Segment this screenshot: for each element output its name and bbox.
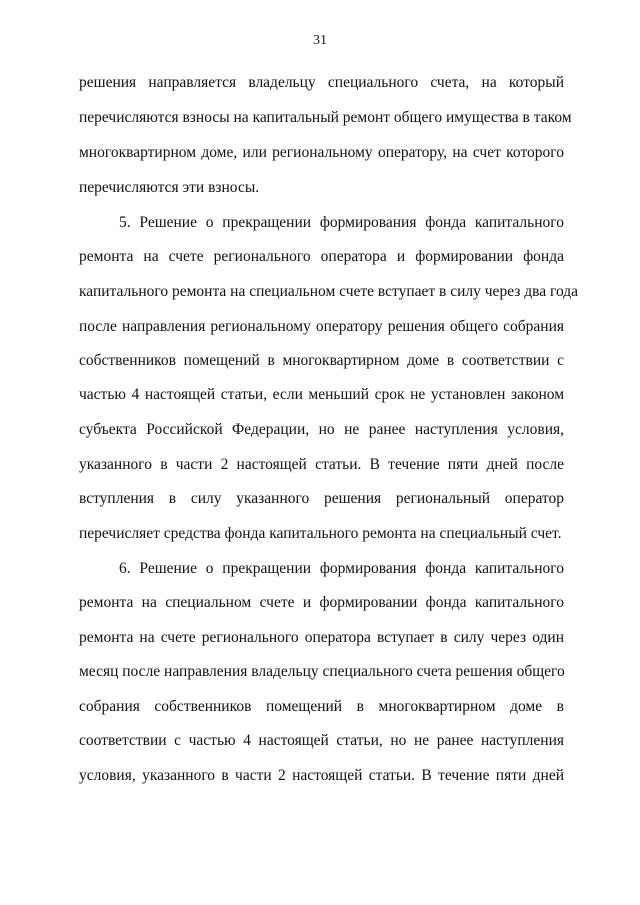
page-number: 31: [313, 33, 327, 48]
text-line: ремонта на счете регионального оператора и формировании фонда: [79, 248, 564, 265]
text-line: решения направляется владельцу специального счета, на который: [79, 74, 564, 91]
text-line: перечисляются взносы на капитальный ремонт общего имущества в таком: [79, 109, 572, 126]
text-line: собрания собственников помещений в многоквартирном доме в: [79, 698, 564, 715]
text-line: многоквартирном доме, или региональному оператору, на счет которого: [79, 144, 564, 161]
text-line: частью 4 настоящей статьи, если меньший срок не установлен законом: [79, 386, 564, 403]
text-line: соответствии с частью 4 настоящей статьи, но не ранее наступления: [79, 732, 564, 749]
text-line: ремонта на специальном счете и формировании фонда капитального: [79, 594, 564, 611]
text-line: указанного в части 2 настоящей статьи. В течение пяти дней после: [79, 456, 564, 473]
text-line: ремонта на счете регионального оператора вступает в силу через один: [79, 629, 564, 646]
paragraph-5-start: 5. Решение о прекращении формирования фонда капитального: [119, 214, 564, 231]
text-line: капитального ремонта на специальном счете вступает в силу через два года: [79, 283, 579, 300]
text-line: условия, указанного в части 2 настоящей статьи. В течение пяти дней: [79, 767, 564, 784]
text-line: месяц после направления владельцу специального счета решения общего: [79, 663, 565, 680]
text-line: перечисляет средства фонда капитального ремонта на специальный счет.: [79, 525, 562, 542]
text-line: после направления региональному оператору решения общего собрания: [79, 318, 564, 335]
text-line: вступления в силу указанного решения региональный оператор: [79, 490, 564, 507]
text-line: перечисляются эти взносы.: [79, 179, 260, 196]
text-line: субъекта Российской Федерации, но не ранее наступления условия,: [79, 421, 564, 438]
text-line: собственников помещений в многоквартирном доме в соответствии с: [79, 352, 564, 369]
paragraph-6-start: 6. Решение о прекращении формирования фонда капитального: [119, 560, 564, 577]
